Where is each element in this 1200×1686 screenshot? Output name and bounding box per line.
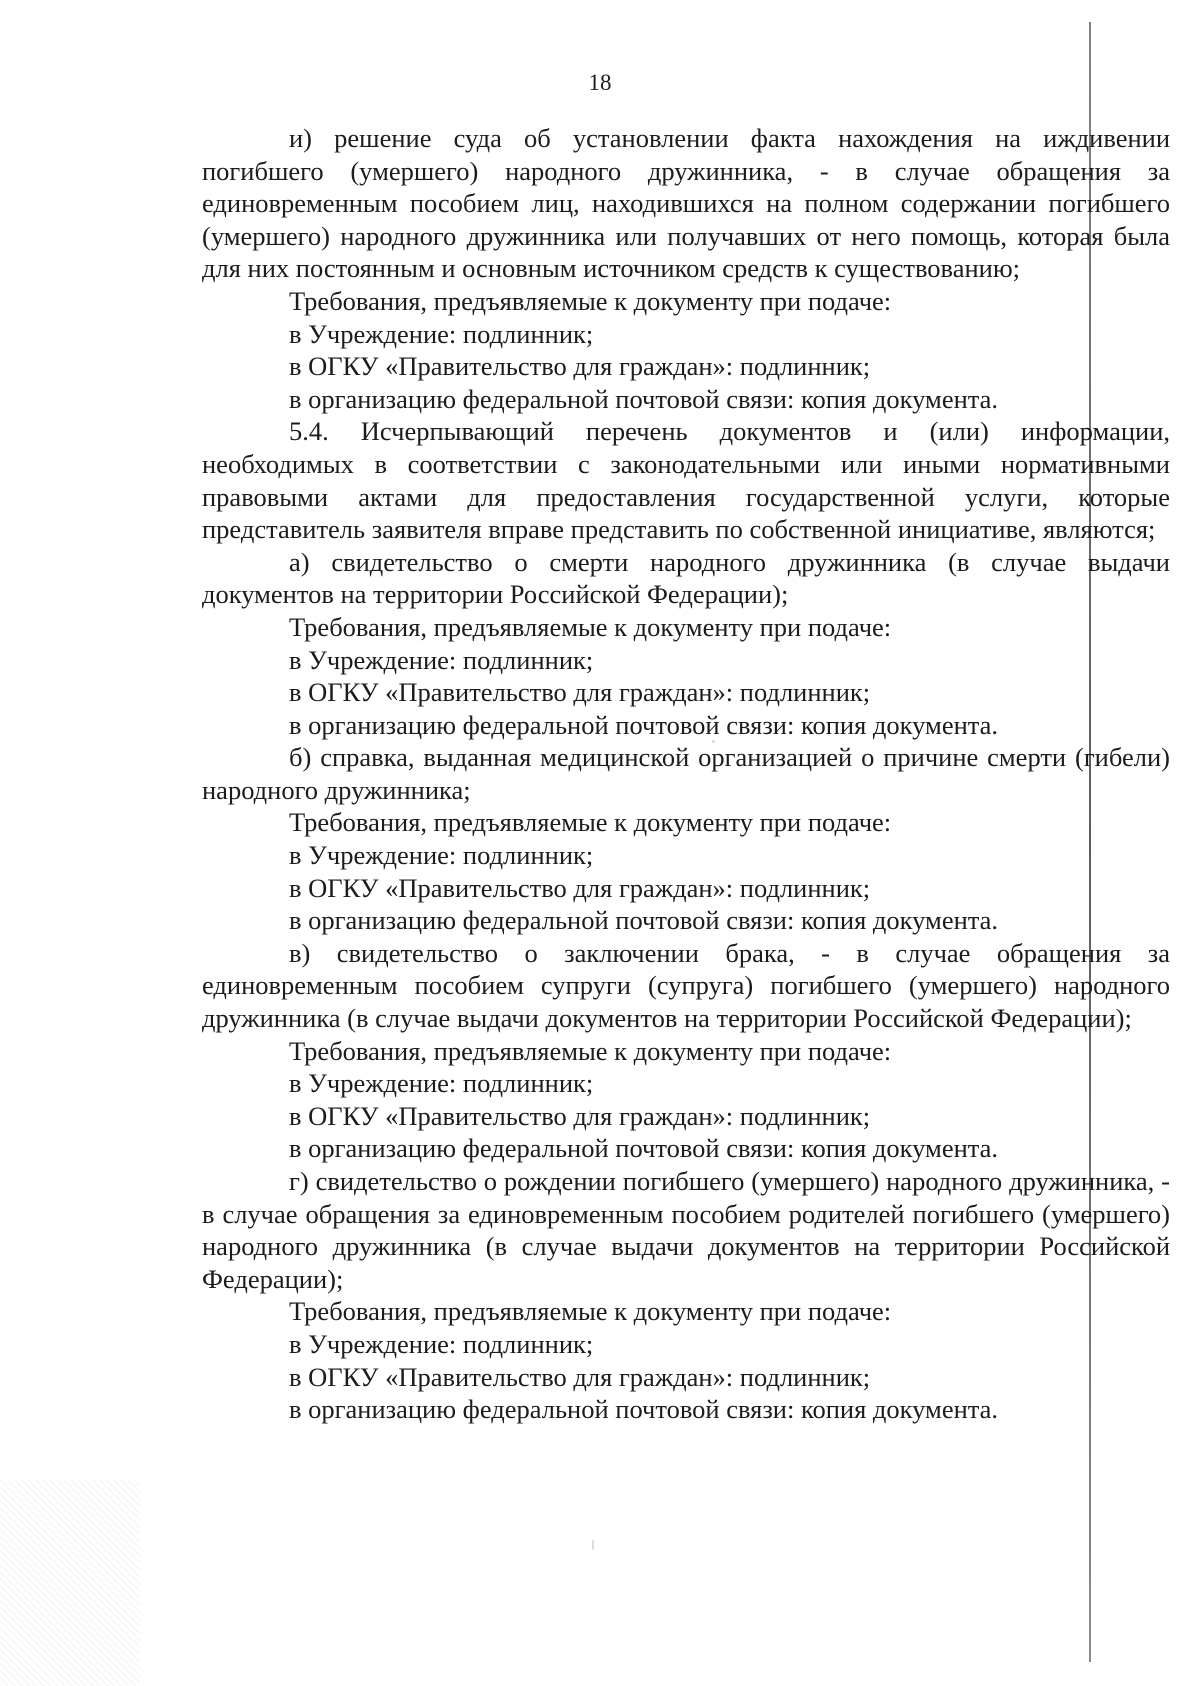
requirement-line: в Учреждение: подлинник; [289,840,594,871]
requirement-line: в Учреждение: подлинник; [289,1328,594,1359]
requirement-line: Требования, предъявляемые к документу при подаче: [289,1035,892,1066]
document-body [202,122,1170,1426]
requirement-line: в организацию федеральной почтовой связи: копия документа. [289,1133,999,1164]
requirement-line: Требования, предъявляемые к документу при подаче: [289,285,892,316]
requirement-line: в ОГКУ «Правительство для граждан»: подлинник; [289,872,871,903]
requirement-line: в организацию федеральной почтовой связи: копия документа. [289,1394,999,1425]
list-item-paragraph: 5.4. Исчерпывающий перечень документов и (или) информации, необходимых в соответствии с законодательными или иными нормативными правовыми актами для предоставления государственной услуги, которые представитель заявителя вправе представить по собственной инициативе, являются; [202,416,1170,545]
requirement-line: в организацию федеральной почтовой связи: копия документа. [289,383,999,414]
requirement-line: в ОГКУ «Правительство для граждан»: подлинник; [289,1100,871,1131]
scan-noise [0,1480,140,1686]
requirement-line: в Учреждение: подлинник; [289,318,594,349]
list-item-paragraph: б) справка, выданная медицинской организацией о причине смерти (гибели) народного дружинника; [202,742,1170,805]
requirement-line: в ОГКУ «Правительство для граждан»: подлинник; [289,1361,871,1392]
requirement-line: в организацию федеральной почтовой связи: копия документа. [289,709,999,740]
list-item-paragraph: а) свидетельство о смерти народного дружинника (в случае выдачи документов на территории Российской Федерации); [202,546,1170,610]
scan-speck [592,1540,594,1550]
requirement-line: Требования, предъявляемые к документу при подаче: [289,1296,892,1327]
requirement-line: в организацию федеральной почтовой связи: копия документа. [289,905,999,936]
requirement-line: в ОГКУ «Правительство для граждан»: подлинник; [289,351,871,382]
requirement-line: Требования, предъявляемые к документу при подаче: [289,807,892,838]
list-item-paragraph: г) свидетельство о рождении погибшего (умершего) народного дружинника, - в случае обращения за единовременным пособием родителей погибшего (умершего) народного дружинника (в случае выдачи документов на территории Российской Федерации); [202,1166,1170,1294]
list-item-paragraph: и) решение суда об установлении факта нахождения на иждивении погибшего (умершего) народного дружинника, - в случае обращения за единовременным пособием лиц, находившихся на полном содержании погибшего (умершего) народного дружинника или получавших от него помощь, которая была для них постоянным и основным источником средств к существованию; [202,123,1170,284]
requirement-line: в ОГКУ «Правительство для граждан»: подлинник; [289,677,871,708]
page-number: 18 [588,70,612,95]
requirement-line: Требования, предъявляемые к документу при подаче: [289,611,892,642]
requirement-line: в Учреждение: подлинник; [289,1068,594,1099]
list-item-paragraph: в) свидетельство о заключении брака, - в случае обращения за единовременным пособием супруги (супруга) погибшего (умершего) народного дружинника (в случае выдачи документов на территории Российской Федерации); [202,937,1170,1034]
requirement-line: в Учреждение: подлинник; [289,644,594,675]
